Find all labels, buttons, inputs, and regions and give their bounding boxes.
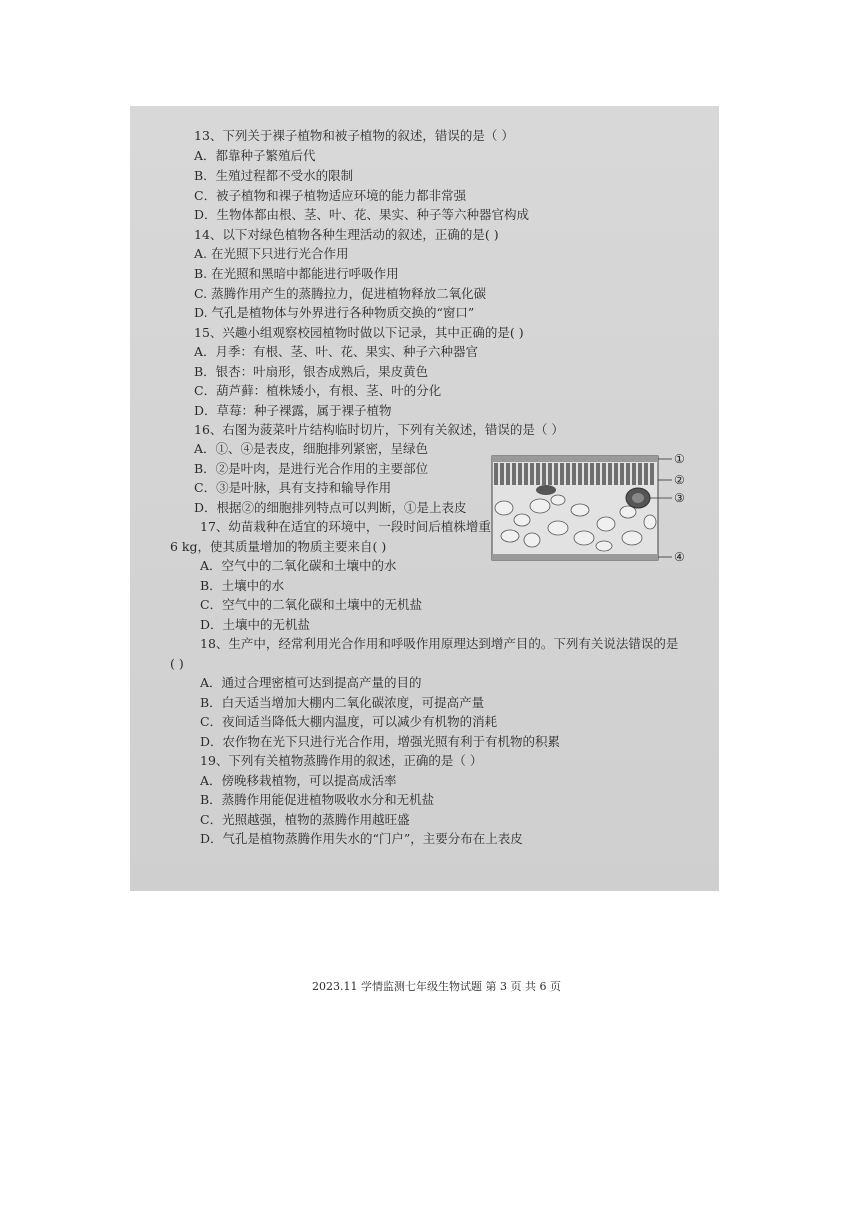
q17-stem-cont: 6 kg，使其质量增加的物质主要来自( ) — [170, 539, 387, 554]
q19-option-c: C．光照越强，植物的蒸腾作用越旺盛 — [200, 812, 410, 827]
q17-option-b: B．土壤中的水 — [200, 578, 285, 593]
q19-stem: 19、下列有关植物蒸腾作用的叙述，正确的是（ ） — [200, 753, 483, 768]
q17-option-a: A．空气中的二氧化碳和土壤中的水 — [200, 558, 397, 573]
q15-option-d: D．草莓：种子裸露，属于裸子植物 — [194, 403, 392, 418]
q18-option-c: C．夜间适当降低大棚内温度，可以减少有机物的消耗 — [200, 714, 498, 729]
q14-option-d: D. 气孔是植物体与外界进行各种物质交换的“窗口” — [194, 305, 475, 320]
scanned-exam-page — [130, 106, 719, 993]
q16-option-c: C．③是叶脉，具有支持和输导作用 — [194, 480, 392, 495]
label-3: ③ — [674, 491, 685, 505]
q14-option-c: C. 蒸腾作用产生的蒸腾拉力，促进植物释放二氧化碳 — [194, 286, 487, 301]
leaf-cross-section-diagram — [492, 450, 688, 570]
q18-option-a: A．通过合理密植可达到提高产量的目的 — [200, 675, 422, 690]
q15-option-a: A．月季：有根、茎、叶、花、果实、种子六种器官 — [194, 344, 479, 359]
q18-stem-cont: ( ) — [170, 656, 184, 671]
q19-option-a: A．傍晚移栽植物，可以提高成活率 — [200, 773, 397, 788]
q14-option-b: B. 在光照和黑暗中都能进行呼吸作用 — [194, 266, 399, 281]
q17-stem: 17、幼苗栽种在适宜的环境中，一段时间后植株增重 — [200, 519, 491, 534]
q13-option-c: C．被子植物和裸子植物适应环境的能力都非常强 — [194, 188, 467, 203]
q19-option-b: B．蒸腾作用能促进植物吸收水分和无机盐 — [200, 792, 435, 807]
q18-stem: 18、生产中，经常利用光合作用和呼吸作用原理达到增产目的。下列有关说法错误的是 — [200, 636, 679, 651]
q15-option-b: B．银杏：叶扇形，银杏成熟后，果皮黄色 — [194, 364, 429, 379]
q15-stem: 15、兴趣小组观察校园植物时做以下记录，其中正确的是( ) — [194, 325, 524, 340]
q14-option-a: A. 在光照下只进行光合作用 — [194, 246, 349, 261]
palisade-layer — [494, 463, 654, 485]
q18-option-b: B．白天适当增加大棚内二氧化碳浓度，可提高产量 — [200, 695, 485, 710]
q13-option-d: D．生物体都由根、茎、叶、花、果实、种子等六种器官构成 — [194, 207, 530, 222]
q17-option-c: C．空气中的二氧化碳和土壤中的无机盐 — [200, 597, 423, 612]
q13-option-b: B．生殖过程都不受水的限制 — [194, 168, 354, 183]
q16-option-d: D．根据②的细胞排列特点可以判断，①是上表皮 — [194, 500, 467, 515]
q13-stem: 13、下列关于裸子植物和被子植物的叙述，错误的是（ ） — [194, 128, 514, 143]
q16-option-b: B．②是叶肉，是进行光合作用的主要部位 — [194, 461, 429, 476]
q17-option-d: D．土壤中的无机盐 — [200, 617, 311, 632]
q16-stem: 16、右图为菠菜叶片结构临时切片，下列有关叙述，错误的是（ ） — [194, 422, 564, 437]
q18-option-d: D．农作物在光下只进行光合作用，增强光照有利于有机物的积累 — [200, 734, 561, 749]
q14-stem: 14、以下对绿色植物各种生理活动的叙述，正确的是( ) — [194, 227, 499, 242]
q13-option-a: A．都靠种子繁殖后代 — [194, 148, 316, 163]
lower-epidermis — [492, 554, 658, 560]
label-1: ① — [674, 452, 685, 466]
q16-option-a: A．①、④是表皮，细胞排列紧密，呈绿色 — [194, 441, 429, 456]
q15-option-c: C．葫芦藓：植株矮小，有根、茎、叶的分化 — [194, 383, 442, 398]
upper-epidermis — [492, 456, 658, 462]
leaf-section-svg — [492, 450, 688, 570]
label-2: ② — [674, 473, 685, 487]
label-4: ④ — [674, 550, 685, 564]
page-footer: 2023.11 学情监测七年级生物试题 第 3 页 共 6 页 — [312, 980, 561, 993]
q19-option-d: D．气孔是植物蒸腾作用失水的“门户”，主要分布在上表皮 — [200, 831, 523, 846]
